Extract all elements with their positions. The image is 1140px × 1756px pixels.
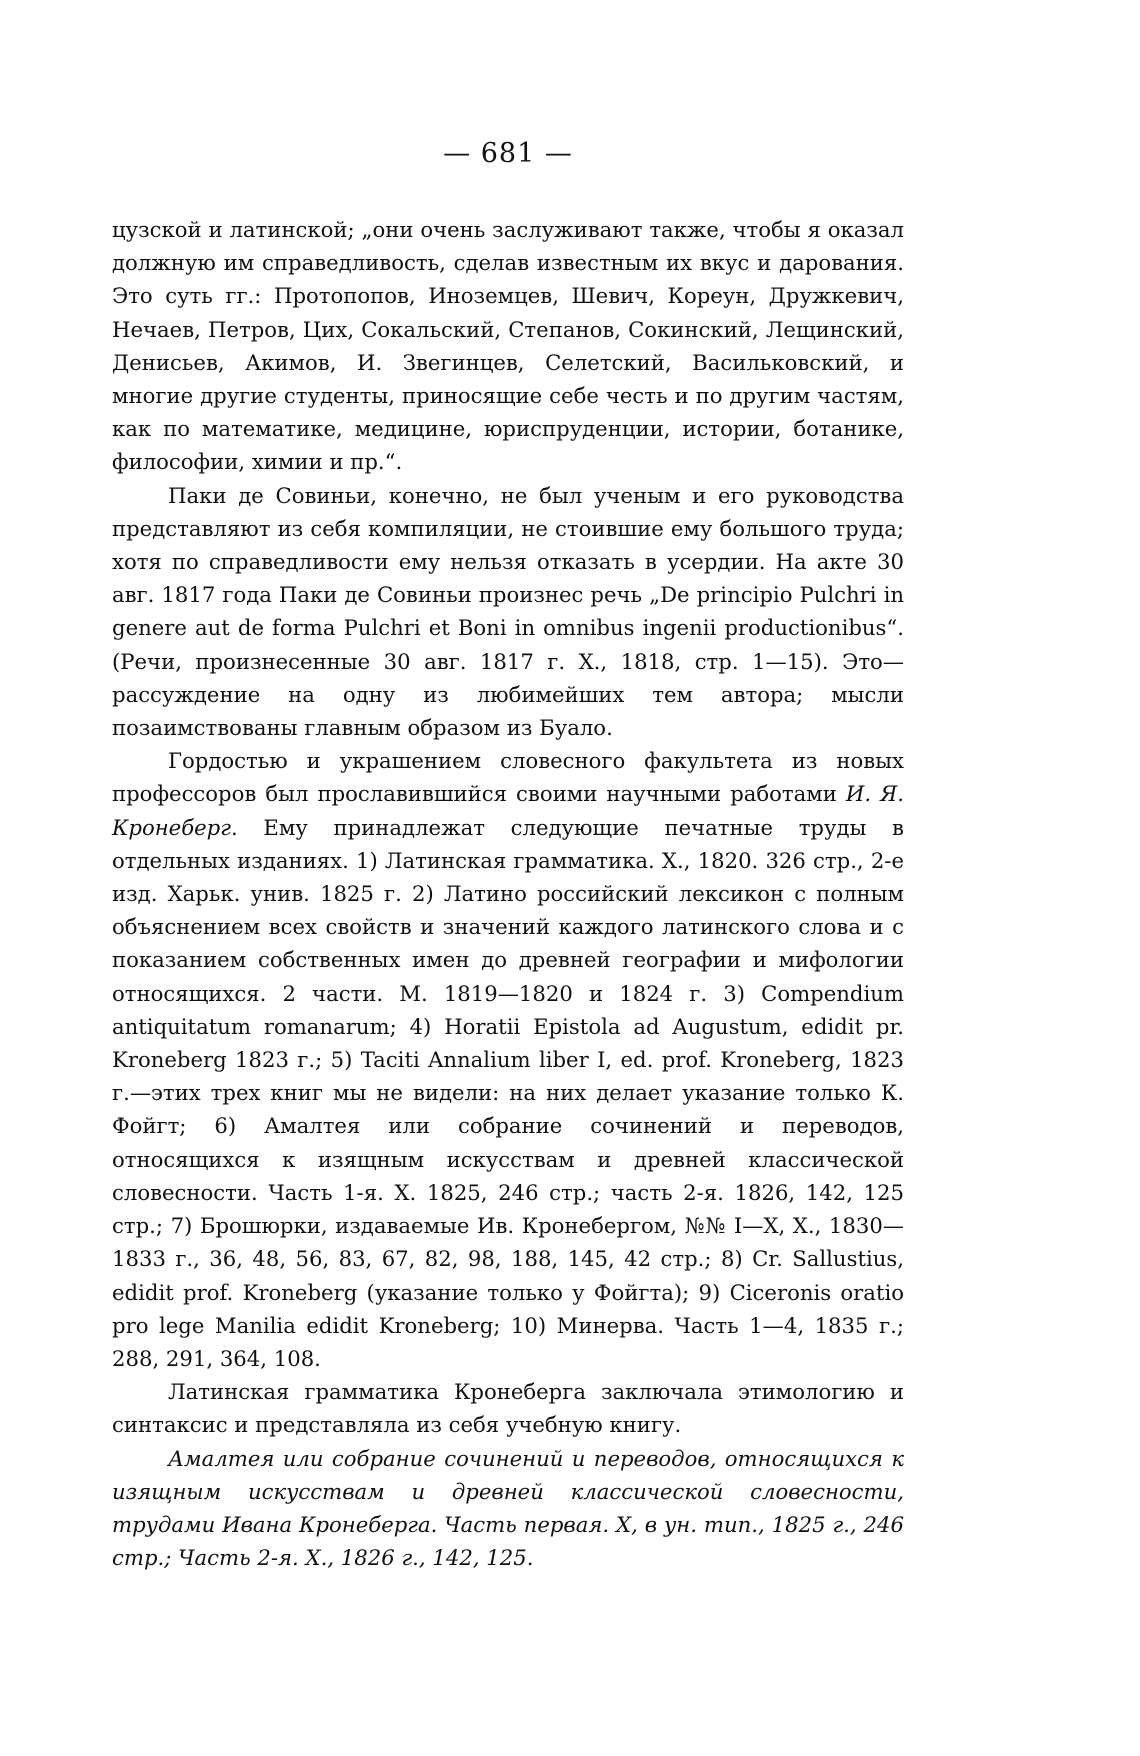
paragraph-kroneberg-intro: Гордостью и украшением словесного факультета из новых профессоров был прославившийся своими научными работами (112, 748, 904, 807)
paragraph-kroneberg-list: . Ему принадлежат следующие печатные труды в отдельных изданиях. 1) Латинская грамматика. Х., 1820. 326 стр., 2-е изд. Харьк. унив. 1825 г. 2) Латино российский лексикон с полным объяснением всех свойств и значений каждого латинского слова и с показанием собственных имен до древней географии и мифологии относящихся. 2 части. М. 1819—1820 и 1824 г. 3) Compendium antiquitatum romanarum; 4) Horatii Epistola ad Augustum, edidit pr. Kroneberg 1823 г.; 5) Taciti Annalium liber I, ed. prof. Kroneberg, 1823 г.—этих трех книг мы не видели: на них делает указание только К. Фойгт; 6) Амалтея или собрание сочинений и переводов, относящихся к изящным искусствам и древней классической словесности. Часть 1-я. Х. 1825, 246 стр.; часть 2-я. 1826, 142, 125 стр.; 7) Брошюрки, издаваемые Ив. Кронебергом, №№ I—X, Х., 1830—1833 г., 36, 48, 56, 83, 67, 82, 98, 188, 145, 42 стр.; 8) Cr. Sallustius, edidit prof. Kroneberg (указание только у Фойгта); 9) Ciceronis oratio pro lege Manilia edidit Kroneberg; 10) Минерва. Часть 1—4, 1835 г.; 288, 291, 364, 108. (112, 814, 904, 1371)
paragraph-students-list: цузской и латинской; „они очень заслуживают также, чтобы я оказал должную им справедливость, сделав известным их вкус и дарования. Это суть гг.: Протопопов, Иноземцев, Шевич, Кореун, Дружкевич, Нечаев, Петров, Цих, Сокальский, Степанов, Сокинский, Лещинский, Денисьев, Акимов, И. Звегинцев, Селетский, Васильковский, и многие другие студенты, приносящие себе честь и по другим частям, как по математике, медицине, юриспруденции, истории, ботанике, философии, химии и пр.“. (112, 217, 904, 475)
author-name-kroneberg: И. Я. Кронеберг (112, 781, 905, 840)
paragraph-paqui-de-sauvigny: Паки де Совиньи, конечно, не был ученым и его руководства представляют из себя компиляции, не стоившие ему большого труда; хотя по справедливости ему нельзя отказать в усердии. На акте 30 авг. 1817 года Паки де Совиньи произнес речь „De principio Pulchri in genere aut de forma Pulchri et Boni in omnibus ingenii productionibus“. (Речи, произнесенные 30 авг. 1817 г. Х., 1818, стр. 1—15). Это—рассуждение на одну из любимейших тем автора; мысли позаимствованы главным образом из Буало. (112, 482, 904, 741)
paragraph-amalthea-citation: Амалтея или собрание сочинений и переводов, относящихся к изящным искусствам и древней классической словесности, трудами Ивана Кронеберга. Часть первая. Х, в ун. тип., 1825 г., 246 стр.; Часть 2-я. Х., 1826 г., 142, 125. (112, 1445, 904, 1571)
book-page (112, 138, 904, 1574)
page-number: — 681 — (443, 138, 573, 169)
paragraph-latin-grammar: Латинская грамматика Кронеберга заключала этимологию и синтаксис и представляла из себя учебную книгу. (112, 1379, 904, 1438)
paragraph-kroneberg-works (112, 744, 904, 1375)
